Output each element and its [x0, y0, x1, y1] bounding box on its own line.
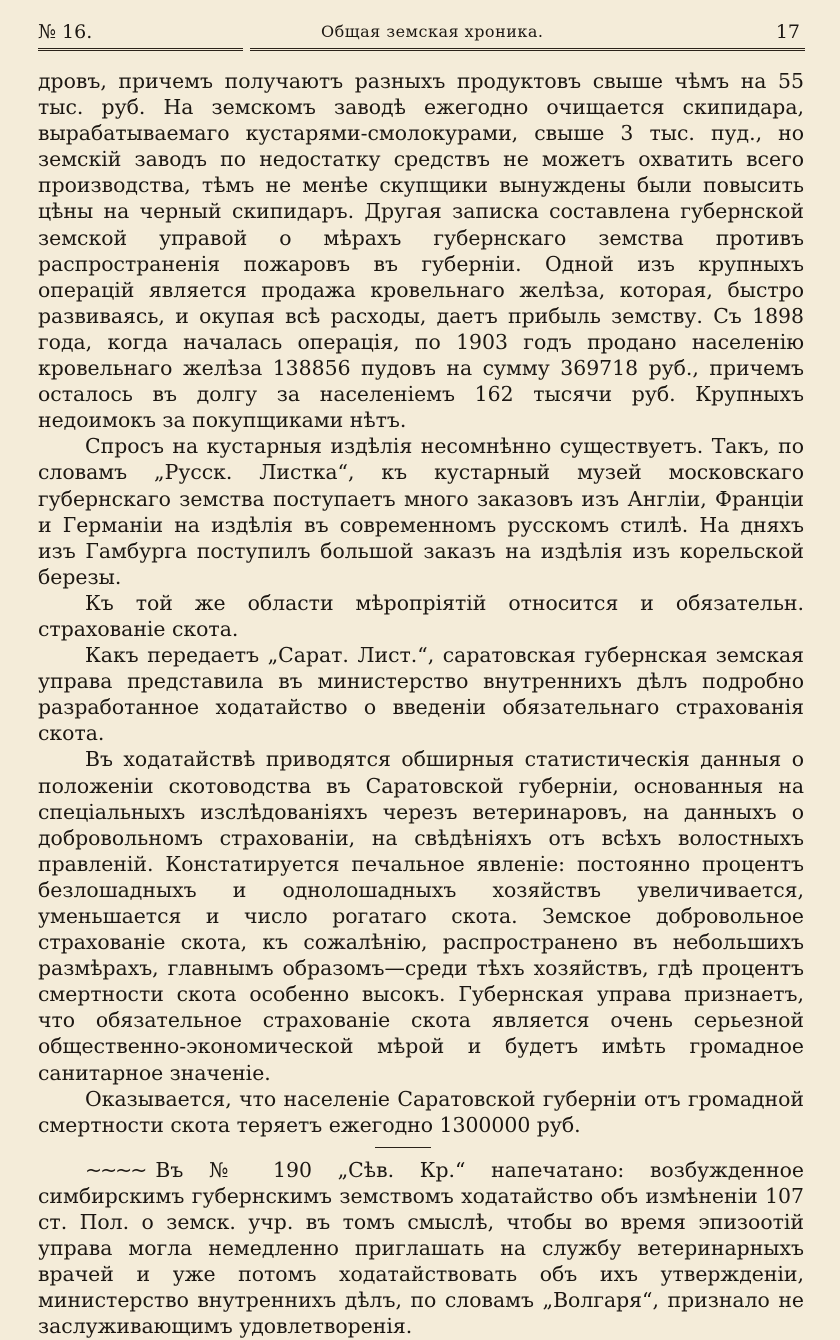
section-title: Общая земская хроника.	[321, 22, 544, 41]
paragraph-continued: дровъ, причемъ получаютъ разныхъ продуктовъ свыше чѣмъ на 55 тыс. руб. На земскомъ заводѣ ежегодно очищается скипидара, вырабатываемаго кустарями-смолокурами, свыше 3 тыс. пуд., но земскій заводъ по недостатку средствъ не можетъ охватить всего производства, тѣмъ не менѣе скупщики вынуждены были повысить цѣны на черный скипидаръ. Другая записка составлена губернской земской управой о мѣрахъ губернскаго земства противъ распространенія пожаровъ въ губерніи. Одной изъ крупныхъ операцій является продажа кровельнаго желѣза, которая, быстро развиваясь, и окупая всѣ расходы, даетъ прибыль земству. Съ 1898 года, когда началась операція, по 1903 годъ продано населенію кровельнаго желѣза 138856 пудовъ на сумму 369718 руб., причемъ осталось въ долгу за населеніемъ 162 тысячи руб. Крупныхъ недоимокъ за покупщиками нѣтъ.	[38, 69, 804, 433]
article-body	[38, 68, 804, 1340]
issue-number: № 16.	[38, 21, 93, 43]
paragraph-losses: Оказывается, что населеніе Саратовской губерніи отъ громадной смертности скота теряетъ ежегодно 1300000 руб.	[38, 1086, 804, 1137]
header-rule-left	[38, 48, 243, 51]
header-rule-right	[250, 48, 805, 51]
paragraph-petition: Въ ходатайствѣ приводятся обширныя статистическія данныя о положеніи скотоводства въ Саратовской губерніи, основанныя на спеціальныхъ изслѣдованіяхъ черезъ ветеринаровъ, на данныхъ о добровольномъ страхованіи, на свѣдѣніяхъ отъ всѣхъ волостныхъ правленій. Констатируется печальное явленіе: постоянно процентъ безлошадныхъ и однолошадныхъ хозяйствъ увеличивается, уменьшается и число рогатаго скота. Земское добровольное страхованіе скота, къ сожалѣнію, распространено въ небольшихъ размѣрахъ, главнымъ образомъ—среди тѣхъ хозяйствъ, гдѣ процентъ смертности скота особенно высокъ. Губернская управа признаетъ, что обязательное страхованіе скота является очень серьезной общественно-экономической мѣрой и будетъ имѣть громадное санитарное значеніе.	[38, 747, 804, 1085]
paragraph-kustar: Спросъ на кустарныя издѣлія несомнѣнно существуетъ. Такъ, по словамъ „Русск. Листка“, къ кустарный музей московскаго губернскаго земства поступаетъ много заказовъ изъ Англіи, Франціи и Германіи на издѣлія въ современномъ русскомъ стилѣ. На дняхъ изъ Гамбурга поступилъ большой заказъ на издѣлія изъ корельской березы.	[38, 434, 804, 589]
paragraph-saratov: Какъ передаетъ „Сарат. Лист.“, саратовская губернская земская управа представила въ министерство внутреннихъ дѣлъ подробно разработанное ходатайство о введеніи обязательнаго страхованія скота.	[38, 643, 804, 746]
running-header	[38, 18, 804, 48]
paragraph-insurance-intro: Къ той же области мѣропріятій относится и обязательн. страхованіе скота.	[38, 590, 804, 641]
page-number: 17	[775, 21, 800, 43]
note-text: Въ № 190 „Сѣв. Кр.“ напечатано: возбужденное симбирскимъ губернскимъ земствомъ ходатайство объ измѣненіи 107 ст. Пол. о земск. учр. въ томъ смыслѣ, чтобы во время эпизоотій управа могла немедленно приглашать на службу ветеринарныхъ врачей и уже потомъ ходатайствовать объ ихъ утвержденіи, министерство внутреннихъ дѣлъ, по словамъ „Волгаря“, признало не заслуживающимъ удовлетворенія.	[38, 1157, 804, 1339]
note-paragraph	[38, 1157, 804, 1340]
wave-marker: ~~~~	[85, 1157, 146, 1182]
section-divider	[375, 1147, 431, 1148]
